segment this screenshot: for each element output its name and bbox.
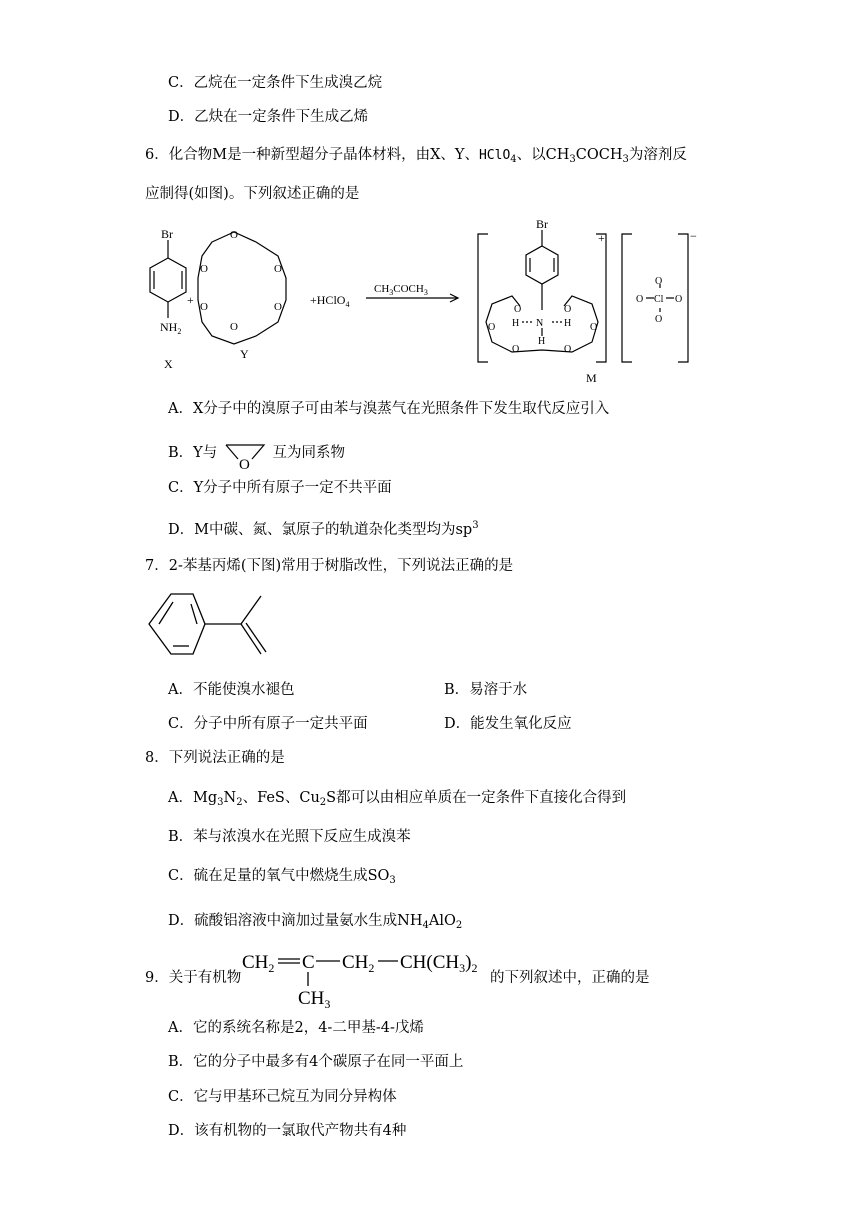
svg-text:CH2: $CH_2$ bbox=[342, 952, 375, 975]
x-label: X bbox=[164, 357, 173, 371]
y-o-4: O bbox=[230, 321, 238, 333]
q6-stem-part2: 、以 bbox=[516, 147, 546, 163]
m-label: M bbox=[586, 371, 597, 385]
q7-structure bbox=[145, 590, 285, 662]
q6-option-d-part1: D．M中碳、氮、氯原子的轨道杂化类型均为sp bbox=[168, 522, 473, 538]
q6-option-b-part2: 互为同系物 bbox=[272, 445, 345, 461]
q5-option-d: D．乙炔在一定条件下生成乙烯 bbox=[168, 109, 369, 125]
m-o-2: O bbox=[564, 304, 572, 315]
q6-option-d bbox=[168, 516, 479, 540]
perchlorate-o-1: O bbox=[636, 294, 644, 305]
m-h-1: H bbox=[512, 318, 520, 329]
q6-stem-part3: 为溶剂反 bbox=[628, 147, 687, 163]
q9-option-c: C．它与甲基环己烷互为同分异构体 bbox=[168, 1089, 397, 1105]
q8-option-b: B．苯与浓溴水在光照下反应生成溴苯 bbox=[168, 829, 411, 845]
q8-option-c: C．硫在足量的氧气中燃烧生成$SO_3$ bbox=[168, 868, 396, 886]
q6-option-b bbox=[168, 439, 345, 473]
svg-text:C: C bbox=[302, 952, 315, 973]
perchlorate-o-4: O bbox=[655, 314, 663, 325]
y-o-6: O bbox=[200, 263, 208, 275]
q7-option-a: A．不能使溴水褪色 bbox=[168, 682, 295, 698]
q6-reaction-figure bbox=[140, 218, 710, 388]
m-charge-plus: + bbox=[598, 231, 605, 245]
q9-formula bbox=[240, 942, 490, 1010]
q8-option-a: A．$Mg_3N_2$、FeS、$Cu_2S$都可以由相应单质在一定条件下直接化合得到 bbox=[168, 790, 627, 808]
m-h-3: H bbox=[538, 336, 546, 347]
q7-option-b: B．易溶于水 bbox=[444, 682, 528, 698]
q9-option-b: B．它的分子中最多有4个碳原子在同一平面上 bbox=[168, 1054, 464, 1070]
y-o-5: O bbox=[200, 301, 208, 313]
q6-ch3: CH bbox=[545, 147, 570, 163]
q8-stem: 8．下列说法正确的是 bbox=[145, 750, 285, 766]
q6-stem-line2: 应制得(如图)。下列叙述正确的是 bbox=[145, 186, 360, 202]
y-label: Y bbox=[240, 347, 249, 361]
q6-option-d-sup: 3 bbox=[472, 520, 479, 531]
svg-text:CH3: $CH_3$ bbox=[298, 988, 331, 1010]
q6-option-a: A．X分子中的溴原子可由苯与溴蒸气在光照条件下发生取代反应引入 bbox=[168, 401, 610, 417]
perchlorate-o-2: O bbox=[675, 294, 683, 305]
q6-hclo4-sub: 4 bbox=[510, 154, 517, 165]
y-o-1: O bbox=[230, 229, 238, 241]
q9-stem-part2: 的下列叙述中，正确的是 bbox=[490, 970, 650, 986]
epoxide-structure bbox=[222, 439, 268, 473]
m-n: N bbox=[536, 318, 544, 329]
perchlorate-o-3: O bbox=[655, 276, 663, 287]
m-charge-minus: − bbox=[690, 229, 697, 243]
x-nh2-label: $NH_2$ bbox=[160, 320, 182, 336]
plus-1: + bbox=[187, 293, 194, 307]
m-h-2: H bbox=[564, 318, 572, 329]
x-br-label: Br bbox=[161, 227, 173, 241]
q6-coch-sub: 3 bbox=[622, 154, 629, 165]
q6-hclo4: HClO bbox=[478, 148, 511, 163]
epoxide-o: O bbox=[238, 457, 250, 473]
q6-ch3-sub: 3 bbox=[569, 154, 576, 165]
y-o-3: O bbox=[274, 301, 282, 313]
q6-stem-part1: 6．化合物M是一种新型超分子晶体材料，由X、Y、 bbox=[145, 147, 479, 163]
m-o-1: O bbox=[514, 304, 522, 315]
q9-option-d: D．该有机物的一氯取代产物共有4种 bbox=[168, 1123, 407, 1139]
q7-option-c: C．分子中所有原子一定共平面 bbox=[168, 716, 368, 732]
arrow-label: $CH_3COCH_3$ bbox=[374, 283, 428, 297]
q5-option-c: C．乙烷在一定条件下生成溴乙烷 bbox=[168, 75, 383, 91]
m-br-label: Br bbox=[536, 218, 548, 231]
q9-option-a: A．它的系统名称是2，4-二甲基-4-戊烯 bbox=[168, 1020, 424, 1036]
q7-stem: 7．2-苯基丙烯(下图)常用于树脂改性，下列说法正确的是 bbox=[145, 558, 514, 574]
m-o-4: O bbox=[590, 322, 598, 333]
q6-stem-line1 bbox=[145, 145, 687, 170]
m-o-6: O bbox=[564, 344, 572, 355]
q7-option-d: D．能发生氧化反应 bbox=[444, 716, 572, 732]
m-o-5: O bbox=[512, 344, 520, 355]
q6-option-b-part1: B．Y与 bbox=[168, 445, 218, 461]
svg-text:CH2: $CH_2$ bbox=[242, 952, 275, 975]
perchlorate-cl: Cl bbox=[654, 294, 664, 305]
q8-option-d: D．硫酸铝溶液中滴加过量氨水生成$NH_4AlO_2$ bbox=[168, 913, 463, 931]
m-o-3: O bbox=[488, 322, 496, 333]
q6-coch: COCH bbox=[575, 147, 623, 163]
q9-stem-part1: 9．关于有机物 bbox=[145, 970, 242, 986]
q6-option-c: C．Y分子中所有原子一定不共平面 bbox=[168, 480, 392, 496]
svg-text:CH(CH3)2: $CH(CH_3)_2$ bbox=[400, 952, 478, 975]
y-o-2: O bbox=[274, 263, 282, 275]
plus-hclo4: +HClO$_4$ bbox=[310, 293, 350, 309]
